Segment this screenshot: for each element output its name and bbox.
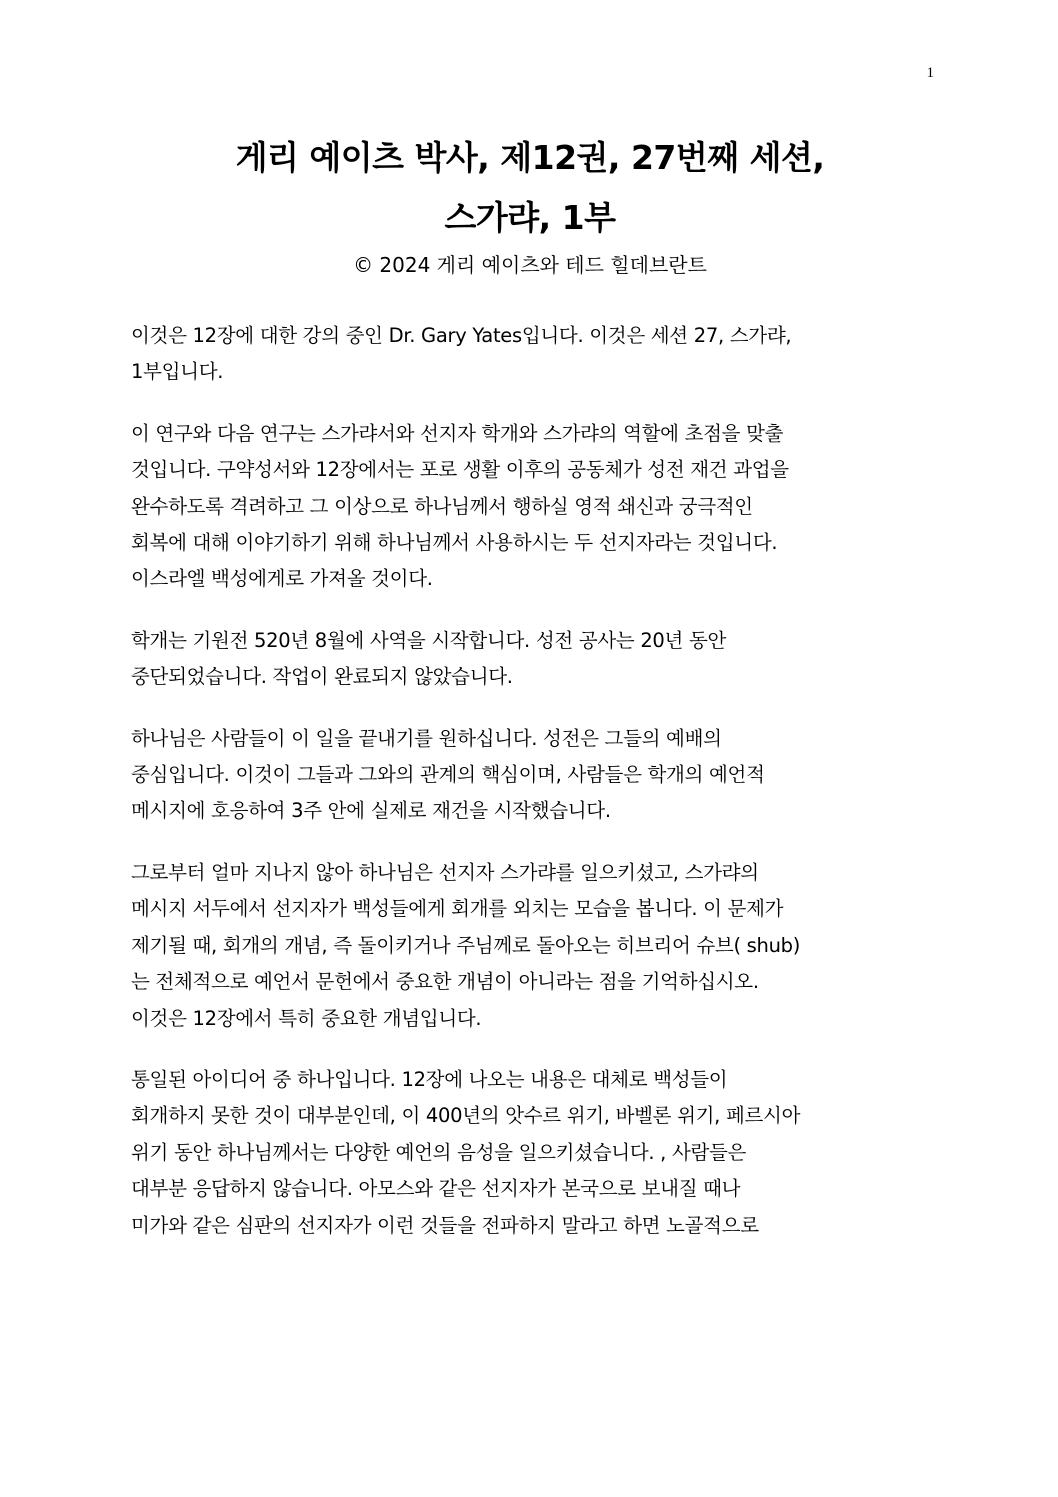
- text-line: 이 연구와 다음 연구는 스가랴서와 선지자 학개와 스가랴의 역할에 초점을 맞출: [131, 421, 784, 445]
- text-line: 것입니다. 구약성서와 12장에서는 포로 생활 이후의 공동체가 성전 재건 과업을: [131, 458, 789, 482]
- text-line: 완수하도록 격려하고 그 이상으로 하나님께서 행하실 영적 쇄신과 궁극적인: [131, 494, 753, 518]
- body-text: [131, 318, 931, 1269]
- text-line: 1부입니다.: [131, 360, 224, 384]
- paragraph: [131, 855, 931, 1037]
- text-line: 이것은 12장에서 특히 중요한 개념입니다.: [131, 1006, 482, 1030]
- text-line: 위기 동안 하나님께서는 다양한 예언의 음성을 일으키셨습니다. , 사람들은: [131, 1140, 747, 1164]
- text-line: 미가와 같은 심판의 선지자가 이런 것들을 전파하지 말라고 하면 노골적으로: [131, 1213, 759, 1237]
- title-block: [60, 128, 1000, 280]
- text-line: 중심입니다. 이것이 그들과 그와의 관계의 핵심이며, 사람들은 학개의 예언적: [131, 763, 765, 787]
- paragraph: [131, 318, 931, 391]
- text-line: 그로부터 얼마 지나지 않아 하나님은 선지자 스가랴를 일으키셨고, 스가랴의: [131, 860, 759, 884]
- paragraph: [131, 416, 931, 598]
- text-line: 통일된 아이디어 중 하나입니다. 12장에 나오는 내용은 대체로 백성들이: [131, 1067, 728, 1091]
- text-line: 제기될 때, 회개의 개념, 즉 돌이키거나 주님께로 돌아오는 히브리어 슈브( shub): [131, 933, 801, 957]
- text-line: 이것은 12장에 대한 강의 중인 Dr. Gary Yates입니다. 이것은 세션 27, 스가랴,: [131, 324, 792, 347]
- paragraph: [131, 1062, 931, 1244]
- text-line: 회개하지 못한 것이 대부분인데, 이 400년의 앗수르 위기, 바벨론 위기, 페르시아: [131, 1104, 801, 1128]
- text-line: 는 전체적으로 예언서 문헌에서 중요한 개념이 아니라는 점을 기억하십시오.: [131, 970, 759, 994]
- text-line: 학개는 기원전 520년 8월에 사역을 시작합니다. 성전 공사는 20년 동안: [131, 628, 727, 652]
- text-line: 메시지에 호응하여 3주 안에 실제로 재건을 시작했습니다.: [131, 799, 611, 823]
- paragraph: [131, 623, 931, 696]
- text-line: 하나님은 사람들이 이 일을 끝내기를 원하십니다. 성전은 그들의 예배의: [131, 726, 722, 750]
- text-line: 회복에 대해 이야기하기 위해 하나님께서 사용하시는 두 선지자라는 것입니다.: [131, 531, 778, 555]
- document-title-line-1: 게리 예이츠 박사, 제12권, 27번째 세션,: [235, 138, 825, 177]
- copyright-notice: © 2024 게리 예이츠와 테드 힐데브란트: [353, 253, 707, 277]
- text-line: 이스라엘 백성에게로 가져올 것이다.: [131, 567, 433, 591]
- text-line: 중단되었습니다. 작업이 완료되지 않았습니다.: [131, 665, 513, 689]
- text-line: 메시지 서두에서 선지자가 백성들에게 회개를 외치는 모습을 봅니다. 이 문제가: [131, 897, 784, 921]
- document-title-line-2: 스가랴, 1부: [444, 198, 616, 237]
- page-number: 1: [926, 65, 934, 81]
- paragraph: [131, 721, 931, 830]
- text-line: 대부분 응답하지 않습니다. 아모스와 같은 선지자가 본국으로 보내질 때나: [131, 1177, 741, 1201]
